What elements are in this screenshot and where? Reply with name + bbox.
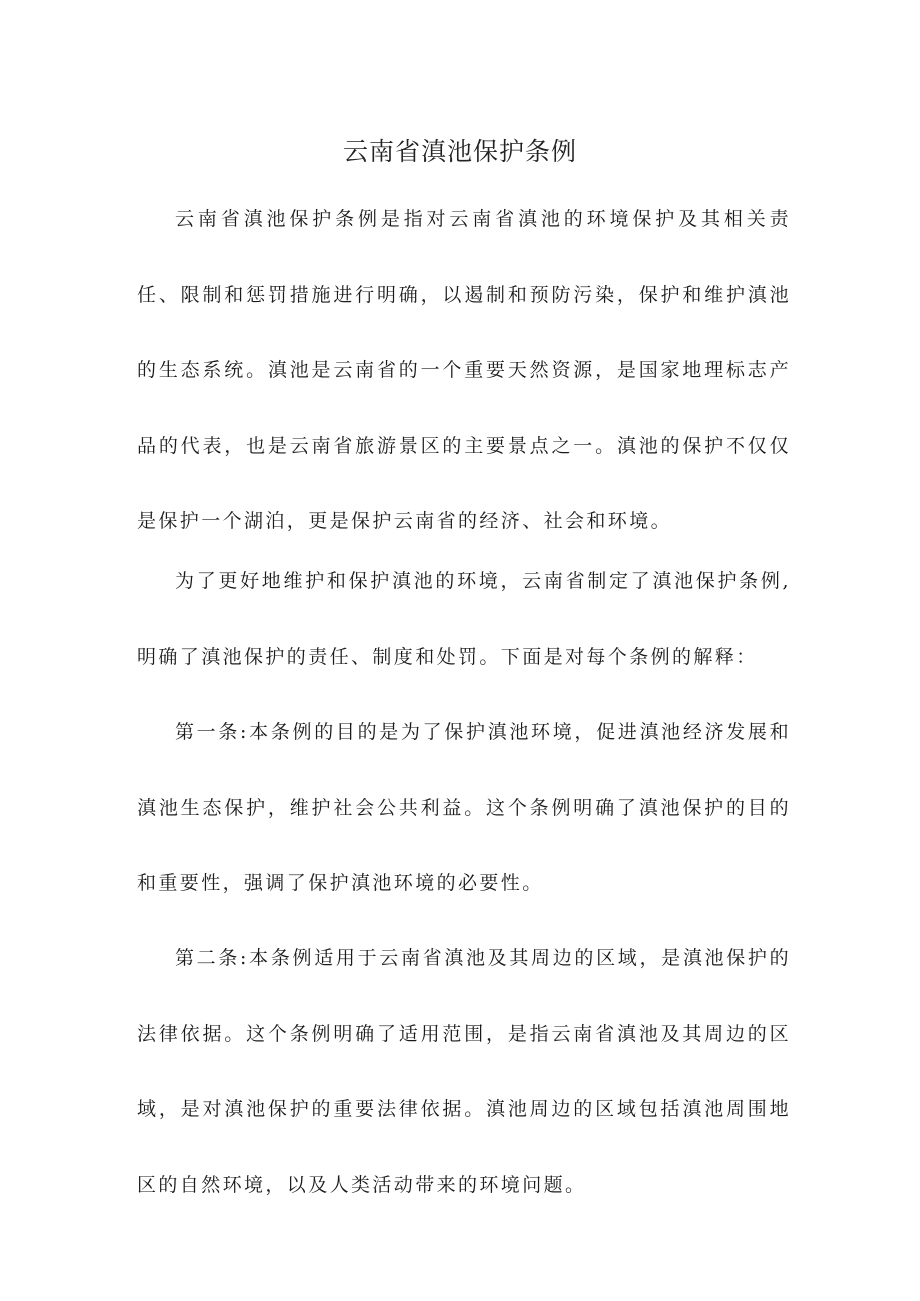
paragraph-purpose: 为了更好地维护和保护滇池的环境，云南省制定了滇池保护条例,明确了滇池保护的责任、制度和处罚。下面是对每个条例的解释： xyxy=(137,570,791,668)
paragraph-intro: 云南省滇池保护条例是指对云南省滇池的环境保护及其相关责任、限制和惩罚措施进行明确，以遏制和预防污染，保护和维护滇池的生态系统。滇池是云南省的一个重要天然资源，是国家地理标志产品的代表，也是云南省旅游景区的主要景点之一。滇池的保护不仅仅是保护一个湖泊，更是保护云南省的经济、社会和环境。 xyxy=(137,208,791,532)
paragraph-article-2: 第二条:本条例适用于云南省滇池及其周边的区域，是滇池保护的法律依据。这个条例明确了适用范围，是指云南省滇池及其周边的区域，是对滇池保护的重要法律依据。滇池周边的区域包括滇池周围地区的自然环境，以及人类活动带来的环境问题。 xyxy=(137,947,791,1196)
document-title: 云南省滇池保护条例 xyxy=(342,137,577,166)
paragraph-article-1: 第一条:本条例的目的是为了保护滇池环境，促进滇池经济发展和滇池生态保护，维护社会公共利益。这个条例明确了滇池保护的目的和重要性，强调了保护滇池环境的必要性。 xyxy=(137,721,791,894)
